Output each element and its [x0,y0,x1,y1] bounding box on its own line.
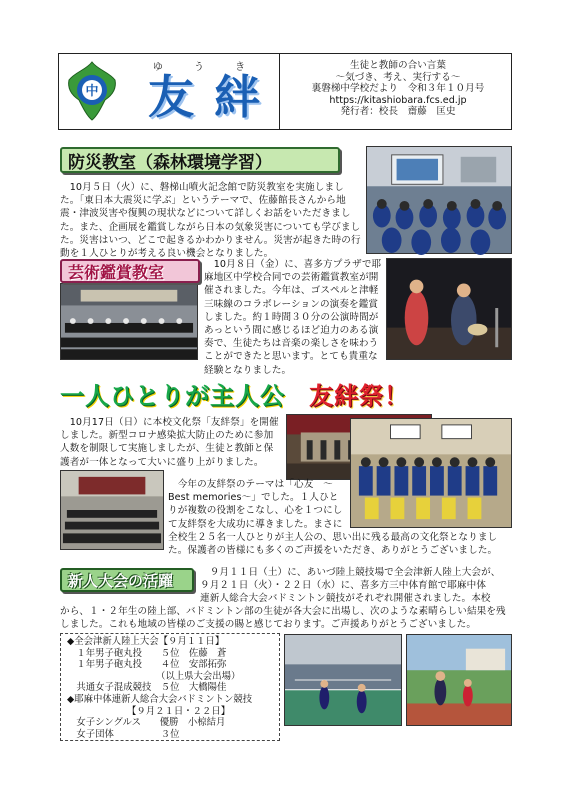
title-char-2: 絆 [214,70,260,124]
header-motto: ～気づき、考え、実行する～ [335,71,461,83]
header-url: https://kitashiobara.fcs.ed.jp [329,94,467,106]
section4-paragraph-line3: 連新人総合大会バドミントン競技がそれぞれ開催されました。本校 [200,593,491,604]
svg-text:中: 中 [85,84,99,99]
results-event2-title: ◆耶麻中体連新人総合大会バドミントン競技 [67,693,253,705]
section3-heading [60,376,512,410]
section4-paragraph-rest: から、１・２年生の陸上部、バドミントン部の生徒が各大会に出場し、次のような素晴らしい結果を残しました。これも地域の皆様のご支援の賜と感じております。ご声援ありがとうございました。 [60,606,506,631]
section3-photo-group [350,418,512,528]
header-newsletter-line: 裏磐梯中学校だより 令和３年１０月号 [311,83,485,94]
section3-heading-festival: 友絆祭！ [309,381,409,410]
results-event2-date: 【９月２１日・２２日】 [127,705,231,717]
section4-heading: 新人大会の活躍 [60,568,194,592]
header-subtitle: 生徒と教師の合い言葉 [350,60,446,71]
section1-paragraph: 10月５日（火）に、磐梯山噴火記念館で防災教室を実施しました。「東日本大震災に学ぶ」というテーマで、佐藤館長さんから地震・津波災害や復興の現状などについて詳しくお話をいただきました。また、企画展を鑑賞しながら日本の気象災害についても学びました。災害はいつ、どこで起きるかわかりません。災害が起きた時の行動を１人ひとりが考える良い機会となりました。 [60,182,361,260]
masthead-divider [279,54,280,129]
header-info [287,60,509,118]
results-box [60,633,280,741]
results-event1-line: １年男子砲丸投 ５位 佐藤 蒼 [67,647,227,659]
results-event1-line: １年男子砲丸投 ４位 安部拓弥 [67,659,227,671]
school-emblem [65,60,119,122]
section3-heading-main: 一人ひとりが主人公 [60,381,285,410]
results-event2-line: 女子シングルス 優勝 小椋結月 [67,717,226,729]
section4-photo-track [406,634,512,726]
header-publisher: 発行者：校長 齋藤 匡史 [340,106,456,117]
section2-paragraph: 10月８日（金）に、喜多方プラザで耶麻地区中学校合同での芸術鑑賞教室が開催されました。今年は、ゴスペルと津軽三味線のコラボレーションの演奏を鑑賞しました。約１時間３０分の公演時間があっという間に感じるほど迫力のある演奏で、生徒たちは音楽の楽しさを味わうことができたと思います。とても貴重な経験となりました。 [204,259,382,376]
section1-photo [366,146,512,254]
masthead [58,53,512,130]
title-char-1: 友 [148,70,194,124]
section3-paragraph-mid: 今年の友絆祭のテーマは「心友 ～Best memories～」でした。１人ひとりが複数の役割をこなし、心を１つにして友絆祭を大成功に導きました。まさに [168,479,343,530]
section3-paragraph-full: 全校生２５名一人ひとりが主人公の、思い出に残る最高の文化祭となりました。保護者の皆様にも多くのご声援をいただき、ありがとうございました。 [168,532,498,557]
section1-heading: 防災教室（森林環境学習） [60,147,340,173]
section2-photo-audience [60,283,198,360]
section3-photo-hall [60,470,164,550]
section4-photo-badminton [284,634,402,726]
section4-paragraph-line2: ９月２１日（火）・２２日（水）に、喜多方三中体育館で耶麻中体 [200,580,487,591]
results-event1-line: 共通女子混成競技 ５位 大橋陽佳 [67,682,227,694]
section2-heading: 芸術鑑賞教室 [60,259,200,283]
results-event1-line: （以上県大会出場） [67,670,241,682]
section2-photo-stage [386,258,512,360]
title-ruby: ゆ う き [152,62,260,73]
section4-paragraph-line1: ９月１１日（土）に、あいづ陸上競技場で全会津新人陸上大会が、 [200,567,501,578]
section3-paragraph-top: 10月17日（日）に本校文化祭「友絆祭」を開催しました。新型コロナ感染拡大防止のために参加人数を制限して実施しましたが、生徒と教師と保護者が一体となって大いに盛り上がりました。 [60,417,279,468]
results-event1-title: ◆全会津新人陸上大会【９月１１日】 [67,636,225,647]
results-event2-line: 女子団体 ３位 [67,728,180,740]
